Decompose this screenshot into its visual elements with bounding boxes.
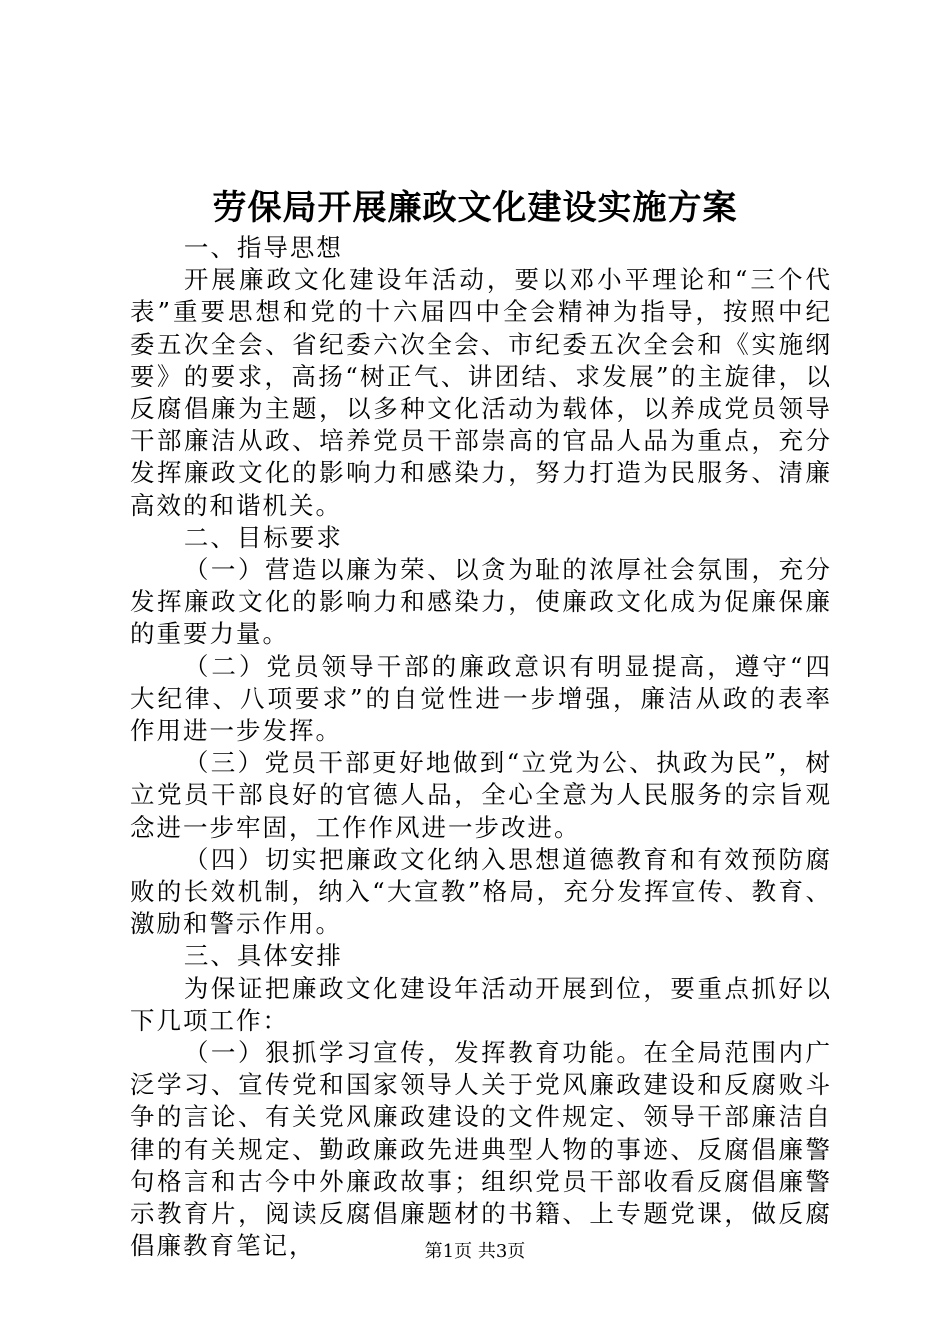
paragraph-guiding-thought: 开展廉政文化建设年活动，要以邓小平理论和“三个代表”重要思想和党的十六届四中全会精神为指导，按照中纪委五次全会、省纪委六次全会、市纪委五次全会和《实施纲要》的要求，高扬“树正气、讲团结、求发展”的主旋律，以反腐倡廉为主题，以多种文化活动为载体，以养成党员领导干部廉洁从政、培养党员干部崇高的官品人品为重点，充分发挥廉政文化的影响力和感染力，努力打造为民服务、清廉高效的和谐机关。 [130, 265, 832, 520]
document-body [130, 232, 832, 1263]
page-footer: 第1页 共3页 [424, 1241, 526, 1262]
paragraph-goal-4: （四）切实把廉政文化纳入思想道德教育和有效预防腐败的长效机制，纳入“大宣教”格局，充分发挥宣传、教育、激励和警示作用。 [130, 844, 832, 939]
section-heading-guiding-thought: 一、指导思想 [183, 233, 343, 262]
paragraph-arrangements-intro: 为保证把廉政文化建设年活动开展到位，要重点抓好以下几项工作： [130, 973, 832, 1035]
document-title: 劳保局开展廉政文化建设实施方案 [212, 188, 738, 228]
paragraph-goal-2: （二）党员领导干部的廉政意识有明显提高，遵守“四大纪律、八项要求”的自觉性进一步增强，廉洁从政的表率作用进一步发挥。 [130, 651, 832, 746]
paragraph-goal-1: （一）营造以廉为荣、以贪为耻的浓厚社会氛围，充分发挥廉政文化的影响力和感染力，使廉政文化成为促廉保廉的重要力量。 [130, 555, 832, 649]
paragraph-arrangement-1: （一）狠抓学习宣传，发挥教育功能。在全局范围内广泛学习、宣传党和国家领导人关于党风廉政建设和反腐败斗争的言论、有关党风廉政建设的文件规定、领导干部廉洁自律的有关规定、勤政廉政先进典型人物的事迹、反腐倡廉警句格言和古今中外廉政故事；组织党员干部收看反腐倡廉警示教育片，阅读反腐倡廉题材的书籍、上专题党课，做反腐倡廉教育笔记， [130, 1038, 832, 1261]
paragraph-goal-3: （三）党员干部更好地做到“立党为公、执政为民”，树立党员干部良好的官德人品，全心全意为人民服务的宗旨观念进一步牢固，工作作风进一步改进。 [130, 748, 832, 842]
section-heading-goals: 二、目标要求 [183, 522, 343, 552]
section-heading-arrangements: 三、具体安排 [183, 941, 343, 971]
